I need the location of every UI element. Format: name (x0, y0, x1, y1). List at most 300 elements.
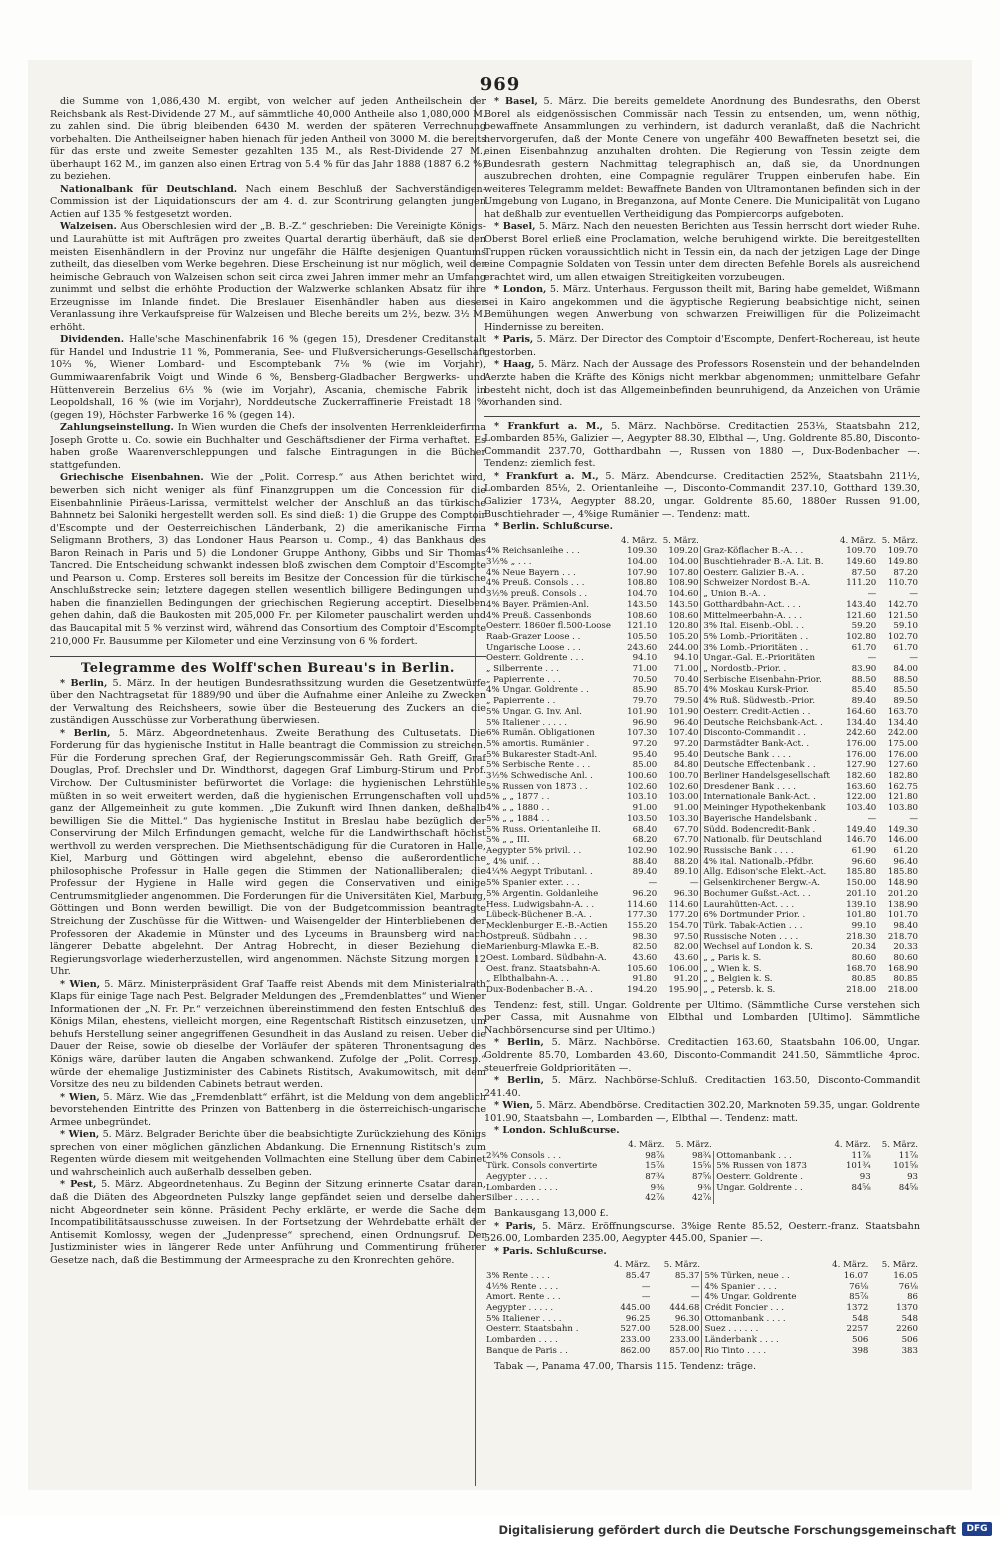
quote-value: — (648, 878, 658, 889)
quote-value: 15⅝ (691, 1161, 712, 1172)
quote-value: 2257 (846, 1324, 869, 1335)
quote-value: 111.20 (846, 578, 877, 589)
quote-value: — (641, 1281, 651, 1292)
market-report-text: 5. März. Nachbörse. Creditactien 163.60, Staatsbahn 106.00, Ungar. Goldrente 85.70, Lombarden 43.60, Disconto-Commandit 241.50, Sämmtliche 4proc. steuerfreie Goldprioritäten —. (484, 1037, 920, 1074)
quote-value: 82.50 (632, 942, 658, 953)
security-name: 3% Ital. Eisenb.-Obl. . . (701, 621, 837, 632)
security-name: 5% Russ. Orientanleihe II. (486, 824, 601, 835)
security-name: Mittelmeerbahn-A. . . . (701, 611, 837, 622)
security-name: 5% amortis. Rumänier . (486, 738, 590, 749)
quote-value: 146.70 (846, 835, 877, 846)
security-name: 4¼% Aegypt Tributanl. . (486, 867, 593, 878)
security-name: Deutsche Reichsbank-Act. . (701, 718, 837, 729)
quote-value: 71.00 (673, 664, 699, 675)
quote-value: 233.00 (669, 1335, 700, 1346)
telegram-item (484, 96, 920, 221)
quote-value: 76⅛ (898, 1281, 918, 1292)
security-name: Oesterr. 1860er fl.500-Loose (486, 621, 611, 632)
quote-value: 97.50 (673, 931, 699, 942)
quote-value: 142.70 (887, 599, 918, 610)
table-row (484, 1193, 920, 1204)
security-name: Gotthardbahn-Act. . . . (701, 600, 837, 611)
telegram-item-text: 5. März. Belgrader Berichte über die beabsichtigte Zurückziehung des Königs sprechen von einer möglichen gänzlichen Abdankung. Die Ernennung Ristitsch's zum Regenten würde diesem mit weitgehenden Vollmachten eine Stellung über dem Cabinet und wahrscheinlich auch außerhalb desselben geben. (50, 1129, 486, 1178)
quote-value: 93 (859, 1171, 871, 1182)
table-row (484, 589, 920, 600)
security-name: Ungarische Loose . . . (486, 642, 581, 653)
quote-value: 87.20 (893, 567, 918, 578)
security-name: „ Nordostb.-Prior. . (701, 664, 837, 675)
page-number: 969 (479, 74, 521, 95)
quote-value: 162.75 (887, 781, 918, 792)
security-name: „ Silberrente . . . (486, 664, 559, 675)
table-row (484, 1324, 920, 1335)
quote-value: 528.00 (669, 1324, 700, 1335)
quote-value: 2260 (896, 1324, 918, 1335)
quote-value: 120.80 (668, 621, 699, 632)
quote-value: — (909, 589, 918, 600)
quote-value: 82.00 (673, 942, 699, 953)
table-row (484, 792, 920, 803)
quote-value: 134.40 (846, 717, 877, 728)
security-name: Rio Tinto . . . . (702, 1346, 821, 1357)
quote-value: 43.60 (673, 953, 699, 964)
dfg-logo: DFG (962, 1522, 992, 1536)
security-name: Lübeck-Büchener B.-A. . (486, 910, 592, 921)
quote-value: 106.00 (668, 963, 699, 974)
col-date: 4. März. (832, 1260, 869, 1271)
finance-article-heading: Zahlungseinstellung. (60, 422, 174, 434)
table-row (484, 739, 920, 750)
security-name: 5% „ „ III. (486, 835, 530, 846)
quote-value: 80.60 (851, 953, 877, 964)
security-name: Buschtiehrader B.-A. Lit. B. (701, 557, 837, 568)
security-name: 3½% preuß. Consols . . (486, 589, 588, 600)
quote-value: 97.20 (632, 738, 658, 749)
quote-value: 16.07 (843, 1270, 869, 1281)
quote-value: 94.10 (632, 653, 658, 664)
quote-value: 15⅞ (645, 1161, 665, 1172)
quote-value: 109.70 (887, 546, 918, 557)
market-report-text: 5. März. Nachbörse-Schluß. Creditactien 163.50, Disconto-Commandit 241.40. (484, 1075, 920, 1099)
quote-value: 42⅞ (645, 1193, 665, 1204)
market-report (484, 1221, 920, 1246)
quote-value: 244.00 (668, 642, 699, 653)
finance-article (50, 472, 486, 648)
quote-value: — (867, 813, 877, 824)
telegram-item (50, 1092, 486, 1130)
table-row (484, 611, 920, 622)
market-reports-3 (484, 1221, 920, 1246)
security-name: Oesterr. Galizier B.-A. . (701, 568, 837, 579)
security-name: 5% Lomb.-Prioritäten . . (701, 632, 837, 643)
quote-value: 110.70 (887, 578, 918, 589)
quote-value: 71.00 (632, 664, 658, 675)
table-row (484, 760, 920, 771)
quote-value: 101.90 (668, 706, 699, 717)
col-date: 5. März. (881, 535, 918, 546)
quote-value: 102.70 (887, 631, 918, 642)
quote-value: 84.00 (893, 664, 918, 675)
quote-value: 243.60 (627, 642, 658, 653)
table-row (484, 1335, 920, 1346)
security-name: Bochumer Gußst.-Act. . . (701, 889, 837, 900)
quote-value: 79.70 (632, 696, 658, 707)
security-name: 4% Ungar. Goldrente . . (486, 685, 589, 696)
quote-value: 122.00 (846, 792, 877, 803)
quote-value: 101.80 (846, 910, 877, 921)
table-row (484, 685, 920, 696)
security-name: 4% Ruß. Südwestb.-Prior. (701, 696, 837, 707)
col-date: 4. März. (614, 1260, 651, 1271)
quote-value: 114.60 (668, 899, 699, 910)
london-bank: Bankausgang 13,000 £. (494, 1208, 609, 1220)
security-name: 4% ital. Nationalb.-Pfdbr. (701, 857, 837, 868)
quote-value: 163.60 (846, 781, 877, 792)
telegram-item (50, 1179, 486, 1267)
quote-value: 107.30 (627, 728, 658, 739)
telegram-item-text: 5. März. Abgeordnetenhaus. Zu Beginn der Sitzung erinnerte Csatar daran, daß die Diäten des Abgeordneten Pulszky lange gepfändet seien und derselbe daher nicht Abgeordneter sein könne. Präsident Pechy erklärte, er werde die Sache dem Incompatibilitätsausschusse zuweisen. In der Fortsetzung der Wehrdebatte erhält der Antisemit Komlossy, wegen der „Judenpresse“ sprechend, einen Ordnungsruf. Der Justizminister wies in längerer Rede unter Anführung und Commentirung früherer Gesetze nach, daß die Bestimmung der Armeesprache zu den Kronrechten gehöre. (50, 1179, 486, 1266)
left-column (50, 96, 486, 1492)
security-name: Suez . . . . . . (702, 1324, 821, 1335)
quote-value: 185.80 (887, 867, 918, 878)
quote-value: 85.70 (673, 685, 699, 696)
telegram-item-heading: * Wien, (60, 1129, 100, 1141)
telegram-item-heading: * Basel, (494, 221, 536, 233)
telegram-item-text: 5. März. Der Director des Comptoir d'Escompte, Denfert-Rochereau, ist heute gestorben. (484, 334, 920, 358)
quote-value: 61.70 (893, 642, 918, 653)
quote-value: 101.90 (627, 706, 658, 717)
quote-value: 121.60 (846, 610, 877, 621)
table-row (484, 718, 920, 729)
market-report-heading: * Frankfurt a. M., (494, 470, 599, 482)
quote-value: 175.00 (887, 738, 918, 749)
market-report (484, 1037, 920, 1075)
quote-value: 100.60 (627, 771, 658, 782)
quote-value: 194.20 (627, 985, 658, 996)
security-name: Ungar. Goldrente . . (714, 1183, 826, 1194)
market-report (484, 1100, 920, 1125)
quote-value (825, 1193, 872, 1204)
col-date: 4. März. (834, 1139, 871, 1150)
market-report-text: 5. März. Nachbörse. Creditactien 253⅛, Staatsbahn 212, Lombarden 85⅜, Galizier —, Aegypter 88.30, Elbthal —, Ung. Goldrente 85.80, Disconto-Commandit 237.70, Gotthardbahn —, Russen von 1880 —, Dux-Bodenbacher —. Tendenz: ziemlich fest. (484, 420, 920, 470)
table-row (484, 675, 920, 686)
quote-value: 185.80 (846, 867, 877, 878)
telegram-list-continued (484, 96, 920, 410)
security-name: Schweizer Nordost B.-A. (701, 578, 837, 589)
table-row (484, 985, 920, 996)
quote-value: 177.20 (668, 910, 699, 921)
quote-value: 176.00 (846, 749, 877, 760)
market-report (484, 1075, 920, 1100)
quote-value: 143.50 (668, 599, 699, 610)
quote-value: 84⅝ (898, 1182, 918, 1193)
quote-value: 102.60 (627, 781, 658, 792)
telegram-item-heading: * Paris, (494, 334, 534, 346)
security-name: Laurahütten-Act. . . . (701, 900, 837, 911)
telegram-item (50, 678, 486, 728)
table-row (484, 835, 920, 846)
telegram-item (484, 221, 920, 284)
quote-value: 121.50 (887, 610, 918, 621)
quote-value: 527.00 (620, 1324, 651, 1335)
security-name: 5% Russen von 1873 (714, 1161, 826, 1172)
table-row (484, 1151, 920, 1162)
table-row (484, 1183, 920, 1194)
security-name: „ „ Petersb. k. S. (701, 985, 837, 996)
finance-article-heading: Griechische Eisenbahnen. (60, 472, 204, 484)
telegram-item-heading: * London, (494, 284, 547, 296)
security-name: Ungar.-Gal. E.-Prioritäten (701, 653, 837, 664)
table-row (484, 621, 920, 632)
telegram-item (484, 359, 920, 409)
quote-value: 233.00 (620, 1335, 651, 1346)
security-name: Länderbank . . . . (702, 1335, 821, 1346)
col-date: 5. März. (881, 1260, 918, 1271)
security-name: Bayerische Handelsbank . (701, 814, 837, 825)
table-row (484, 803, 920, 814)
london-header-row (484, 1140, 920, 1151)
security-name: 4½% Rente . . . . (486, 1281, 559, 1292)
london-heading: * London. Schlußcurse. (494, 1125, 620, 1137)
quote-value: 85.50 (893, 685, 918, 696)
quote-value: 108.60 (627, 610, 658, 621)
table-row (484, 974, 920, 985)
quote-value: 168.70 (846, 963, 877, 974)
quote-value: 103.30 (668, 813, 699, 824)
finance-article-heading: Dividenden. (60, 334, 125, 346)
table-row (484, 568, 920, 579)
quote-value: 91.00 (673, 803, 699, 814)
quote-value: 43.60 (632, 953, 658, 964)
quote-value: 176.00 (846, 738, 877, 749)
quote-value: 96.60 (851, 856, 877, 867)
quote-value: 121.80 (887, 792, 918, 803)
quote-value: 88.50 (893, 674, 918, 685)
quote-value: 88.50 (851, 674, 877, 685)
table-row (484, 921, 920, 932)
quote-value: 201.20 (887, 888, 918, 899)
table-row (484, 1271, 920, 1282)
table-row (484, 600, 920, 611)
security-name: Südd. Bodencredit-Bank . (701, 825, 837, 836)
quote-value: 101⅝ (893, 1161, 918, 1172)
telegram-item-text: 5. März. Wie das „Fremdenblatt“ erfährt, ist die Meldung von dem angeblich bevorstehenden Eintritte des Prinzen von Battenberg in die österreichisch-ungarische Armee unbegründet. (50, 1091, 486, 1128)
quote-value: — (867, 653, 877, 664)
security-name: Berliner Handelsgesellschaft (701, 771, 837, 782)
security-name: „ 4% unif. . . (486, 856, 540, 867)
quote-value: 88.40 (632, 856, 658, 867)
security-name: Oest. franz. Staatsbahn-A. (486, 963, 601, 974)
security-name: 5% Ungar. G. Inv. Anl. (486, 706, 582, 717)
quote-value: 506 (852, 1335, 869, 1346)
digitization-footer (0, 1516, 1000, 1544)
right-column (484, 96, 920, 1492)
security-name: Deutsche Bank . . . . (701, 750, 837, 761)
quote-value: 80.60 (893, 953, 918, 964)
quote-value: 445.00 (620, 1303, 651, 1314)
security-name: 5% Italiener . . . . . (486, 717, 567, 728)
quote-value: 67.70 (673, 824, 699, 835)
telegram-item-text: 5. März. In der heutigen Bundesrathssitzung wurden die Gesetzentwürfe über den Nachtragsetat für 1889/90 und über die Aufnahme einer Anleihe zu Zwecken der Verwaltung des Reichsheers, sowie über die Besteuerung des Zuckers an die zuständigen Ausschüsse zur Vorberathung überwiesen. (50, 677, 486, 727)
quote-value: 218.30 (846, 931, 877, 942)
quote-value: 89.50 (893, 696, 918, 707)
security-name: Oesterr. Staatsbahn . (486, 1324, 579, 1335)
quote-value: 85.90 (632, 685, 658, 696)
telegram-item-heading: * Wien, (60, 1091, 100, 1103)
quote-value: 98¾ (691, 1150, 712, 1161)
col-date: 4. März. (840, 535, 877, 546)
quote-value: 85.47 (625, 1270, 651, 1281)
london-quotes-table (484, 1140, 920, 1204)
table-row (484, 867, 920, 878)
table-row (484, 664, 920, 675)
col-date: 5. März. (662, 535, 699, 546)
quote-value: 143.40 (846, 599, 877, 610)
quote-value: 100.70 (668, 771, 699, 782)
quote-value: 109.20 (668, 546, 699, 557)
quote-value: 97.20 (673, 738, 699, 749)
table-row (484, 932, 920, 943)
table-row (484, 964, 920, 975)
table-row (484, 771, 920, 782)
security-name: Mecklenburger E.-B.-Actien (486, 920, 608, 931)
table-row (484, 750, 920, 761)
telegram-item-heading: * Basel, (494, 96, 538, 107)
quote-value: 95.40 (673, 749, 699, 760)
security-name: 3% Rente . . . . (486, 1270, 550, 1281)
table-row (484, 857, 920, 868)
quote-value: 87⅝ (691, 1171, 712, 1182)
quote-value: — (690, 1281, 700, 1292)
quote-value: 548 (901, 1313, 918, 1324)
security-name: Graz-Köflacher B.-A. . . (701, 546, 837, 557)
security-name: 3% Lomb.-Prioritäten . . (701, 643, 837, 654)
security-name: 5% „ „ 1877 . . (486, 792, 550, 803)
security-name: „ „ Paris k. S. (701, 953, 837, 964)
quote-value (873, 1193, 920, 1204)
security-name: Hess. Ludwigsbahn-A. . . (486, 899, 595, 910)
security-name: Internationale Bank-Act. . (701, 792, 837, 803)
quote-value: 218.70 (887, 931, 918, 942)
finance-article-text: Wie der „Polit. Corresp.“ aus Athen berichtet wird, bewerben sich nicht weniger als fünf Finanzgruppen um die Concession für die Eisenbahnlinie Piräeus-Larissa, vermittelst welcher der Anschluß an das türkische Bahnnetz bei Saloniki hergestellt werden soll. Es sind dieß: 1) die Gruppe des Comptoir d'Escompte und der Oesterreichischen Länderbank, 2) die amerikanische Firma Seligmann Brothers, 3) das Londoner Haus Pearson u. Comp., 4) das Bankhaus des Baron Reinach in Paris und 5) die Londoner Gruppe Anthony, Gibbs und Sir Thomas Tancred. Die Entscheidung schwankt indessen bloß zwischen dem Comptoir d'Escompte und Pearson u. Comp. Ersteres soll bereits im Besitze der Concession für die türkische Anschlußstrecke sein; letztere dagegen stellen wesentlich billigere Bedingungen und haben die finanziellen Bedingungen der griechischen Regierung acceptirt. Dieselben gehen dahin, daß die Baukosten mit 205,000 Fr. per Kilometer pauschalirt werden und das Baucapital mit 5 % verzinst wird, während das Consortium des Comptoir d'Escompte 210,000 Fr. Bausumme per Kilometer und eine Verzinsung von 6 % fordert. (50, 472, 486, 647)
quote-value: 96.20 (632, 888, 658, 899)
telegram-item (50, 979, 486, 1092)
quote-value: 70.50 (632, 674, 658, 685)
security-name: Türk. Tabak-Actien . . . (701, 921, 837, 932)
table-row (484, 825, 920, 836)
security-name: „ „ Wien k. S. (701, 964, 837, 975)
quote-value: 107.90 (627, 567, 658, 578)
table-row (484, 557, 920, 568)
quote-value: 11⅞ (898, 1150, 918, 1161)
quote-value: 61.70 (851, 642, 877, 653)
security-name: „ Papierrente . . . (486, 674, 561, 685)
quote-value: 109.70 (846, 546, 877, 557)
quote-value: 80.85 (851, 974, 877, 985)
quote-value: 96.40 (673, 717, 699, 728)
quote-value: — (909, 813, 918, 824)
quote-value: 1370 (896, 1303, 918, 1314)
paris-header-row (484, 1260, 920, 1271)
table-row (484, 1303, 920, 1314)
table-row (484, 546, 920, 557)
telegram-item-heading: * Berlin, (60, 727, 111, 739)
quote-value: 242.60 (846, 728, 877, 739)
quote-value: 68.40 (632, 824, 658, 835)
security-name: Nationalb. für Deutschland (701, 835, 837, 846)
col-date: 4. März. (621, 535, 658, 546)
telegram-item-heading: * Berlin, (60, 677, 108, 689)
security-name: 6% Dortmunder Prior. . (701, 910, 837, 921)
telegram-item-heading: * Pest, (60, 1179, 97, 1191)
security-name: Crédit Foncier . . . (702, 1303, 821, 1314)
quote-value: 103.40 (846, 803, 877, 814)
quote-value: 96.30 (673, 888, 699, 899)
quote-value: 96.40 (893, 856, 918, 867)
quote-value: 79.50 (673, 696, 699, 707)
quote-value: 70.40 (673, 674, 699, 685)
table-row (484, 643, 920, 654)
quote-value: 98.40 (893, 920, 918, 931)
security-name: Allg. Edison'sche Elekt.-Act. (701, 867, 837, 878)
finance-article-text: die Summe von 1,086,430 M. ergibt, von welcher auf jeden Antheilschein der Reichsbank als Rest-Dividende 27 M., auf sämmtliche 40,000 Antheile also 1,080,000 M. zu zahlen sind. Die übrig bleibenden 6430 M. werden der späteren Verrechnung vorbehalten. Die Antheilseigner haben hienach für jeden Antheil von 3000 M. die bereits für das erste und zweite Semester gezahlten 135 M., als Rest-Dividende 27 M., überhaupt 162 M., im ganzen also einen Ertrag von 5.4 % für das Jahr 1888 (1887 6.2 %) zu beziehen. (50, 96, 486, 183)
quote-value: 857.00 (669, 1345, 700, 1356)
quote-value: 150.00 (846, 878, 877, 889)
security-name: 2¾% Consols . . . (486, 1150, 562, 1161)
security-name: Amort. Rente . . . (486, 1292, 561, 1303)
quote-value: 127.90 (846, 760, 877, 771)
quote-value: 138.90 (887, 899, 918, 910)
market-reports-2 (484, 1037, 920, 1125)
security-name: 4% Bayer. Prämien-Anl. (486, 599, 590, 610)
quote-value: 61.20 (893, 845, 918, 856)
security-name: Türk. Consols convertirte (486, 1161, 598, 1172)
security-name: 5% Bukarester Stadt-Anl. (486, 749, 598, 760)
security-name: 3½% Schwedische Anl. . (486, 771, 593, 782)
col-date: 5. März. (881, 1139, 918, 1150)
market-report-heading: * Berlin, (494, 1075, 544, 1087)
paris-heading: * Paris. Schlußcurse. (494, 1245, 607, 1257)
quote-value: 89.10 (673, 867, 699, 878)
quote-value: 103.10 (627, 792, 658, 803)
table-row (484, 782, 920, 793)
security-name: Ostpreuß. Südbahn . . . (486, 931, 588, 942)
table-row (484, 900, 920, 911)
finance-article (50, 221, 486, 334)
market-report-heading: * Berlin, (494, 1037, 544, 1049)
quote-value: 1372 (846, 1303, 869, 1314)
quote-value: 105.60 (627, 963, 658, 974)
quote-value: 98.30 (632, 931, 658, 942)
quote-value: — (909, 653, 918, 664)
quote-value: 218.00 (846, 985, 877, 996)
security-name: Russische Noten . . . . (701, 932, 837, 943)
security-name: Marienburg-Mlawka E.-B. (486, 942, 599, 953)
quote-value: 107.40 (668, 728, 699, 739)
quote-value: 68.20 (632, 835, 658, 846)
quote-value: 102.80 (846, 631, 877, 642)
quote-value: — (867, 589, 877, 600)
quote-value: 98⅞ (645, 1150, 665, 1161)
quote-value: 182.60 (846, 771, 877, 782)
quote-value: 242.00 (887, 728, 918, 739)
quote-value: 139.10 (846, 899, 877, 910)
security-name: 4% Ungar. Goldrente (702, 1292, 821, 1303)
security-name: Ottomanbank . . . (714, 1151, 826, 1162)
security-name: „ Elbthalbahn-A. . . (486, 974, 570, 985)
table-row (484, 696, 920, 707)
security-name: 6% Rumän. Obligationen (486, 728, 595, 739)
